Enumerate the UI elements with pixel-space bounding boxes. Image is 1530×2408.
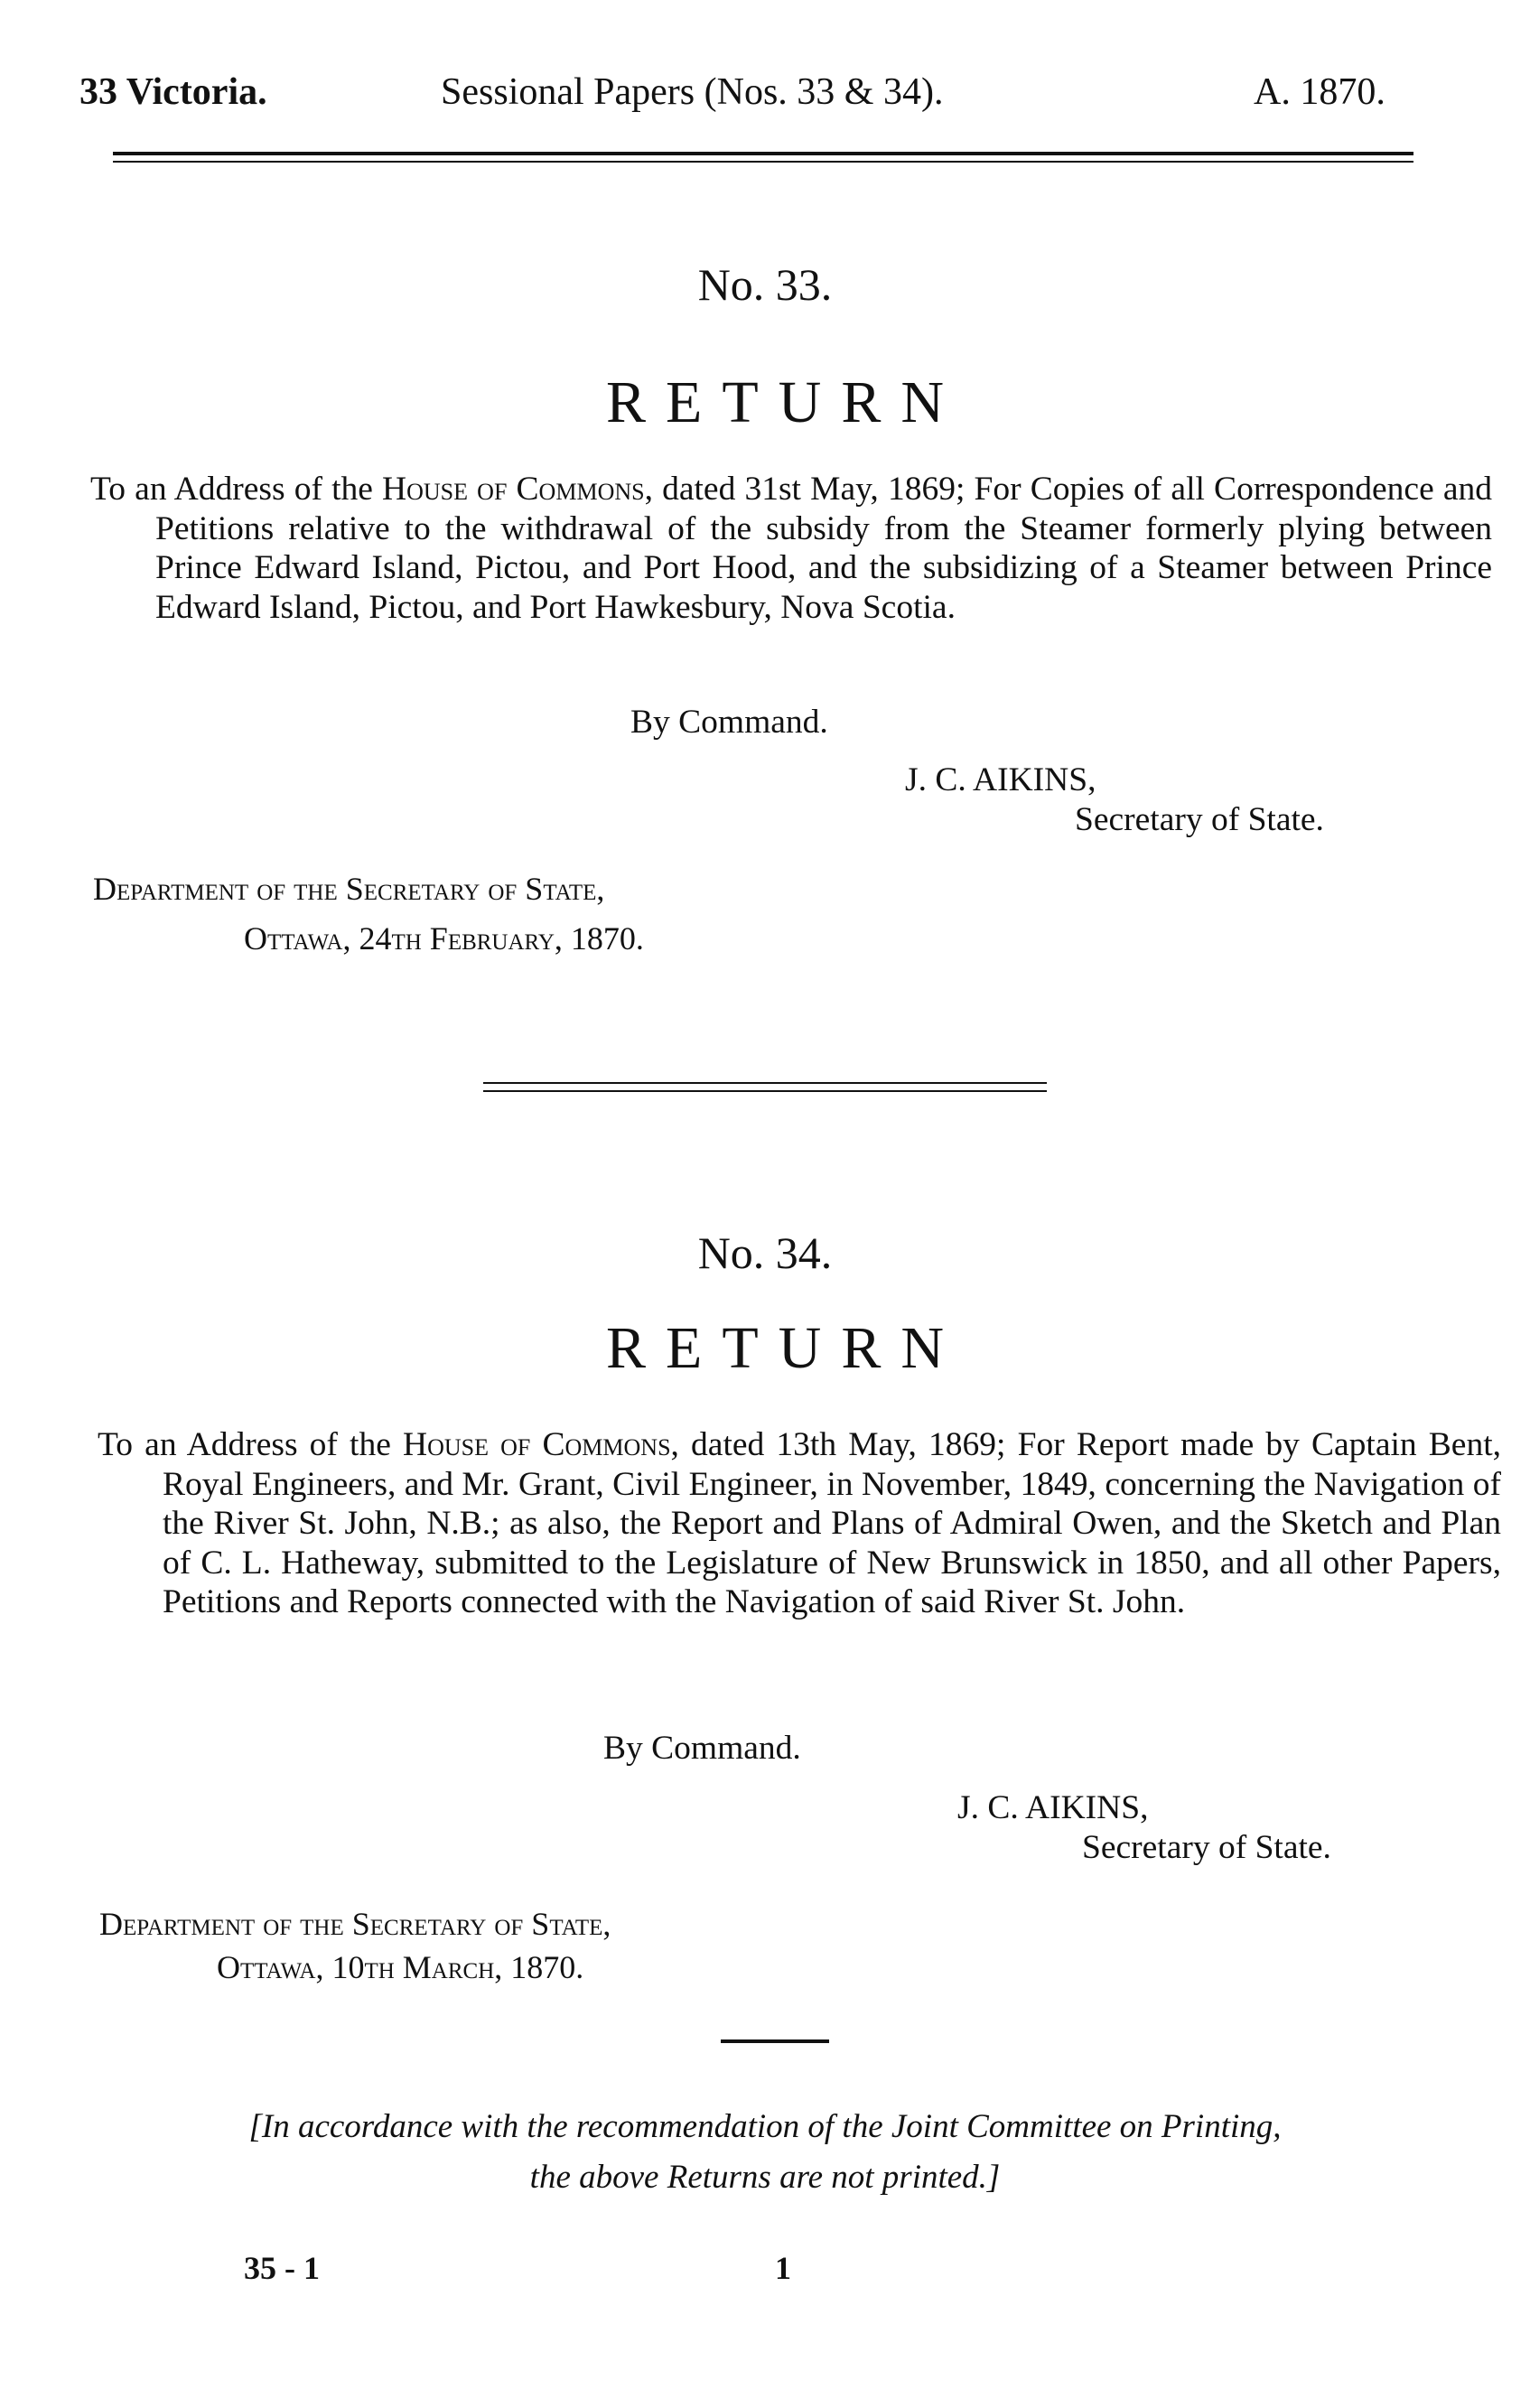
address-house: House of Commons bbox=[382, 471, 645, 508]
address-lead: To an Address of the bbox=[98, 1426, 391, 1463]
place-date-text: Ottawa, 24th February, 1870. bbox=[244, 920, 644, 957]
section-heading: RETURN bbox=[606, 369, 964, 435]
place-date bbox=[244, 919, 644, 958]
printing-note-line2: the above Returns are not printed.] bbox=[529, 2159, 1001, 2196]
signature-mark: 35 - 1 bbox=[244, 2250, 320, 2286]
address-paragraph bbox=[90, 470, 1492, 627]
address-lead: To an Address of the bbox=[90, 471, 373, 508]
short-rule bbox=[721, 2039, 829, 2043]
header-year: A. 1870. bbox=[1254, 71, 1385, 113]
section-divider bbox=[483, 1082, 1047, 1084]
place-date bbox=[217, 1947, 583, 1987]
section-heading: RETURN bbox=[606, 1315, 964, 1381]
department-line: Department of the Secretary of State, bbox=[99, 1906, 611, 1942]
address-body: , dated 31st May, 1869; For Copies of all Correspondence and Petitions relative to the withdrawal of the subsidy from the Steamer formerly plying between Prince Edward Island, Pictou, and Port Hood, and the subsidizing of a Steamer between Prince Edward Island, Pictou, and Port Hawkesbury, Nova Scotia. bbox=[155, 471, 1493, 626]
header-rule-thin bbox=[113, 161, 1413, 163]
header-session: 33 Victoria. bbox=[79, 71, 267, 113]
by-command: By Command. bbox=[603, 1730, 801, 1767]
signatory-name: J. C. AIKINS, bbox=[957, 1789, 1149, 1826]
by-command: By Command. bbox=[630, 704, 828, 741]
signatory-name: J. C. AIKINS, bbox=[905, 761, 1096, 798]
printing-note-line1: [In accordance with the recommendation of the Joint Committee on Printing, bbox=[248, 2108, 1282, 2145]
section-number: No. 34. bbox=[697, 1227, 833, 1278]
address-body: , dated 13th May, 1869; For Report made by Captain Bent, Royal Engineers, and Mr. Grant, Civil Engineer, in November, 1849, concerning the Navigation of the River St. John, N.B.; as also, the Report and Plans of Admiral Owen, and the Sketch and Plan of C. L. Hatheway, submitted to the Legislature of New Brunswick in 1850, and all other Papers, Petitions and Reports connected with the Navigation of said River St. John. bbox=[163, 1426, 1501, 1620]
section-divider-second bbox=[483, 1090, 1047, 1092]
department-line: Department of the Secretary of State, bbox=[93, 871, 605, 907]
place-date-text: Ottawa, 10th March, 1870. bbox=[217, 1949, 584, 1985]
address-house: House of Commons bbox=[403, 1426, 671, 1463]
signatory-title: Secretary of State. bbox=[1082, 1829, 1331, 1866]
header-title: Sessional Papers (Nos. 33 & 34). bbox=[441, 71, 944, 113]
page-number: 1 bbox=[775, 2250, 791, 2286]
signatory-title: Secretary of State. bbox=[1075, 801, 1324, 838]
header-rule bbox=[113, 152, 1413, 155]
address-paragraph bbox=[98, 1425, 1501, 1622]
section-number: No. 33. bbox=[697, 259, 833, 310]
